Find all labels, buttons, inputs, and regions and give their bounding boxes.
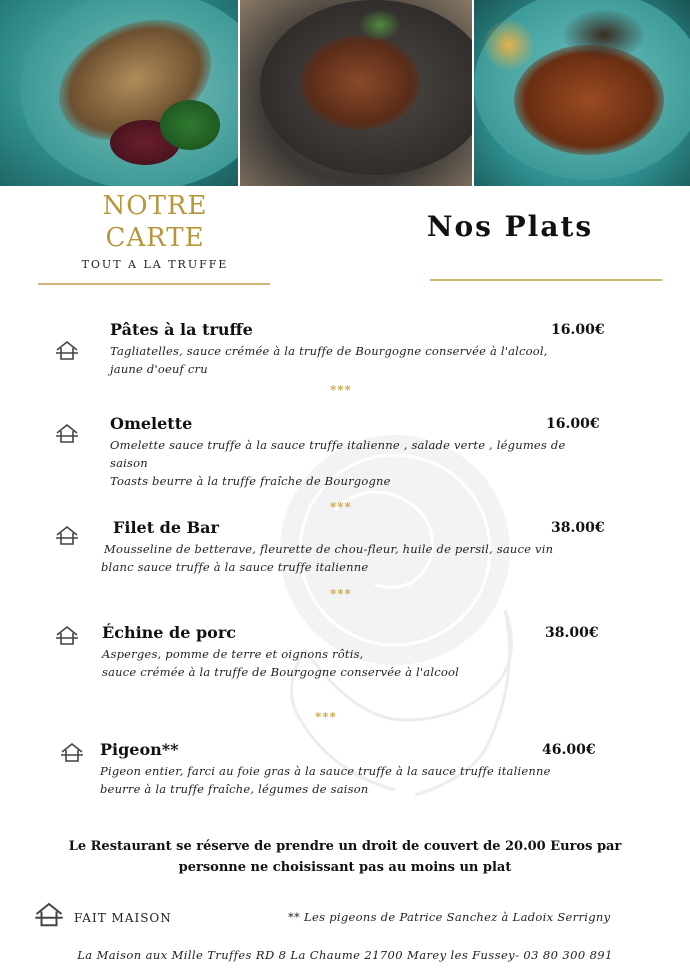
fait-maison-house-icon xyxy=(60,741,84,763)
separator: *** xyxy=(330,500,352,514)
photo-fish-dish xyxy=(0,0,238,186)
separator: *** xyxy=(330,587,352,601)
left-divider xyxy=(38,283,270,285)
menu-item-description xyxy=(101,540,554,576)
menu-item-description xyxy=(102,645,459,681)
carte-subtitle: TOUT A LA TRUFFE xyxy=(81,258,229,271)
carte-title-line2: CARTE xyxy=(105,223,205,253)
restaurant-address-footer: La Maison aux Mille Truffes RD 8 La Chaume 21700 Marey les Fussey- 03 80 300 891 xyxy=(77,948,613,962)
notice-line: personne ne choisissant pas au moins un plat xyxy=(178,860,512,875)
menu-item-price: 38.00€ xyxy=(545,625,599,641)
fait-maison-house-icon xyxy=(55,524,79,546)
desc-line: blanc sauce truffe à la sauce truffe italienne xyxy=(101,560,369,574)
desc-line: Toasts beurre à la truffe fraîche de Bourgogne xyxy=(110,474,391,488)
desc-line: beurre à la truffe fraîche, légumes de saison xyxy=(100,782,369,796)
carte-title-block xyxy=(40,190,270,271)
desc-line: Tagliatelles, sauce crémée à la truffe de Bourgogne conservée à l'alcool, xyxy=(110,344,548,358)
photo-meat-dish xyxy=(240,0,472,186)
fait-maison-house-icon xyxy=(34,900,64,928)
menu-item-name: Pâtes à la truffe xyxy=(110,320,253,339)
desc-line: jaune d'oeuf cru xyxy=(110,362,208,376)
menu-item-name: Échine de porc xyxy=(102,623,236,642)
notice-line: Le Restaurant se réserve de prendre un droit de couvert de 20.00 Euros par xyxy=(68,839,622,854)
desc-line: sauce crémée à la truffe de Bourgogne conservée à l'alcool xyxy=(102,665,459,679)
desc-line: Omelette sauce truffe à la sauce truffe italienne , salade verte , légumes de xyxy=(110,438,566,452)
menu-item-price: 38.00€ xyxy=(551,520,605,536)
desc-line: Pigeon entier, farci au foie gras à la sauce truffe à la sauce truffe italienne xyxy=(100,764,551,778)
fait-maison-house-icon xyxy=(55,624,79,646)
right-divider xyxy=(430,279,662,281)
menu-item-name: Omelette xyxy=(110,414,193,433)
desc-line: Asperges, pomme de terre et oignons rôtis, xyxy=(102,647,364,661)
pigeon-supplier-note: ** Les pigeons de Patrice Sanchez à Ladoix Serrigny xyxy=(288,910,611,924)
menu-item-description xyxy=(110,342,548,378)
photo-pigeon-dish xyxy=(474,0,690,186)
menu-item-description xyxy=(110,436,565,490)
cover-charge-notice xyxy=(40,836,650,878)
separator: *** xyxy=(315,710,337,724)
menu-item-name: Filet de Bar xyxy=(113,518,219,537)
fait-maison-house-icon xyxy=(55,422,79,444)
menu-item-price: 16.00€ xyxy=(546,416,600,432)
separator: *** xyxy=(330,383,352,397)
menu-item-description xyxy=(100,762,551,798)
menu-item-price: 46.00€ xyxy=(542,742,596,758)
header-photos xyxy=(0,0,690,186)
desc-line: saison xyxy=(110,456,148,470)
carte-title-line1: NOTRE xyxy=(102,191,208,221)
fait-maison-house-icon xyxy=(55,339,79,361)
section-title: Nos Plats xyxy=(426,210,594,243)
desc-line: Mousseline de betterave, fleurette de chou-fleur, huile de persil, sauce vin xyxy=(104,542,554,556)
fait-maison-label: FAIT MAISON xyxy=(74,911,172,925)
menu-item-price: 16.00€ xyxy=(551,322,605,338)
menu-item-name: Pigeon** xyxy=(100,740,179,759)
